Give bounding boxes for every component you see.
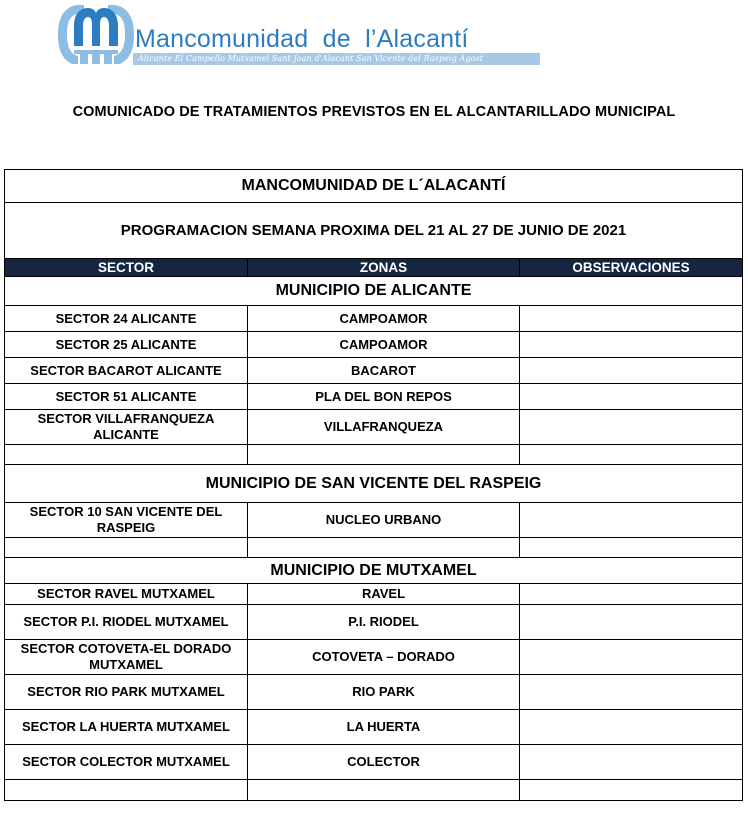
mancomunidad-logo [58, 2, 548, 68]
table-row [5, 358, 743, 384]
table-row [5, 410, 743, 445]
empty-cell [248, 445, 520, 465]
sector-cell: SECTOR BACAROT ALICANTE [5, 358, 248, 384]
table-header-row [5, 259, 743, 277]
observaciones-cell [520, 503, 743, 538]
municipio-heading: MUNICIPIO DE ALICANTE [5, 277, 743, 306]
observaciones-cell [520, 745, 743, 780]
table-row [5, 640, 743, 675]
municipio-heading: MUNICIPIO DE SAN VICENTE DEL RASPEIG [5, 465, 743, 503]
empty-row [5, 538, 743, 558]
empty-cell [520, 780, 743, 801]
sector-cell: SECTOR 51 ALICANTE [5, 384, 248, 410]
zona-cell: RAVEL [248, 584, 520, 605]
table-row [5, 503, 743, 538]
sector-cell: SECTOR 24 ALICANTE [5, 306, 248, 332]
sector-cell: SECTOR 25 ALICANTE [5, 332, 248, 358]
table-row [5, 605, 743, 640]
sector-cell: SECTOR RIO PARK MUTXAMEL [5, 675, 248, 710]
empty-row [5, 445, 743, 465]
empty-cell [520, 538, 743, 558]
sector-cell: SECTOR COLECTOR MUTXAMEL [5, 745, 248, 780]
zona-cell: VILLAFRANQUEZA [248, 410, 520, 445]
table-row [5, 710, 743, 745]
empty-row [5, 780, 743, 801]
observaciones-cell [520, 584, 743, 605]
empty-cell [520, 445, 743, 465]
table-row [5, 306, 743, 332]
empty-cell [5, 780, 248, 801]
zona-cell: CAMPOAMOR [248, 306, 520, 332]
table-row [5, 384, 743, 410]
sector-cell: SECTOR LA HUERTA MUTXAMEL [5, 710, 248, 745]
observaciones-cell [520, 710, 743, 745]
programacion-heading: PROGRAMACION SEMANA PROXIMA DEL 21 AL 27 DE JUNIO DE 2021 [5, 203, 743, 259]
observaciones-cell [520, 605, 743, 640]
empty-cell [248, 780, 520, 801]
municipio-heading: MUNICIPIO DE MUTXAMEL [5, 558, 743, 584]
observaciones-cell [520, 640, 743, 675]
zona-cell: CAMPOAMOR [248, 332, 520, 358]
sector-cell: SECTOR 10 SAN VICENTE DEL RASPEIG [5, 503, 248, 538]
logo-towns: Alicante El Campello Mutxamel Sant Joan d'Alacant San Vicente del Raspeig Agost [138, 54, 484, 63]
zona-cell: COTOVETA – DORADO [248, 640, 520, 675]
zona-cell: LA HUERTA [248, 710, 520, 745]
column-header-zonas: ZONAS [248, 259, 520, 277]
table-title: MANCOMUNIDAD DE L´ALACANTÍ [5, 170, 743, 203]
zona-cell: PLA DEL BON REPOS [248, 384, 520, 410]
zona-cell: COLECTOR [248, 745, 520, 780]
column-header-observaciones: OBSERVACIONES [520, 259, 743, 277]
sector-cell: SECTOR VILLAFRANQUEZA ALICANTE [5, 410, 248, 445]
observaciones-cell [520, 358, 743, 384]
zona-cell: RIO PARK [248, 675, 520, 710]
observaciones-cell [520, 332, 743, 358]
observaciones-cell [520, 384, 743, 410]
treatments-table [4, 169, 743, 801]
sector-cell: SECTOR RAVEL MUTXAMEL [5, 584, 248, 605]
column-header-sector: SECTOR [5, 259, 248, 277]
sector-cell: SECTOR P.I. RIODEL MUTXAMEL [5, 605, 248, 640]
zona-cell: NUCLEO URBANO [248, 503, 520, 538]
sector-cell: SECTOR COTOVETA-EL DORADO MUTXAMEL [5, 640, 248, 675]
document-title: COMUNICADO DE TRATAMIENTOS PREVISTOS EN EL ALCANTARILLADO MUNICIPAL [72, 104, 676, 120]
empty-cell [248, 538, 520, 558]
empty-cell [5, 538, 248, 558]
observaciones-cell [520, 675, 743, 710]
table-row [5, 745, 743, 780]
empty-cell [5, 445, 248, 465]
logo-name: Mancomunidad de l’Alacantí [135, 25, 469, 53]
table-row [5, 332, 743, 358]
observaciones-cell [520, 306, 743, 332]
table-row [5, 584, 743, 605]
zona-cell: P.I. RIODEL [248, 605, 520, 640]
mancomunidad-m-icon [58, 2, 134, 66]
observaciones-cell [520, 410, 743, 445]
zona-cell: BACAROT [248, 358, 520, 384]
table-row [5, 675, 743, 710]
